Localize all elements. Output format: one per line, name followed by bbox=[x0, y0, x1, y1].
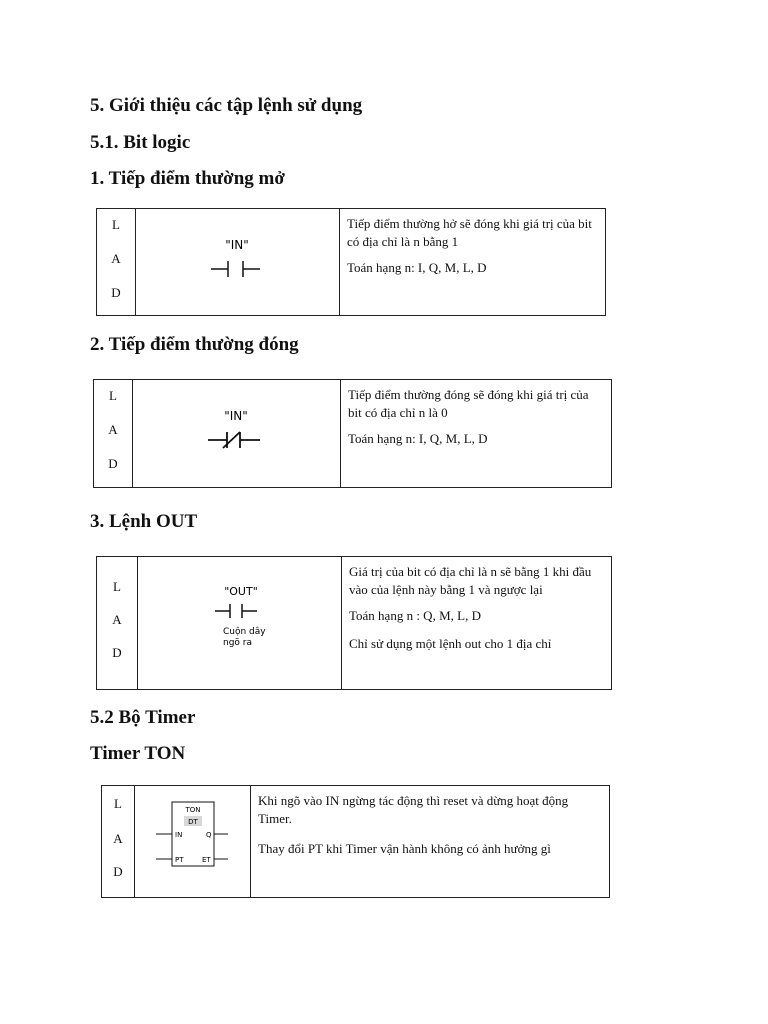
coil-icon bbox=[199, 579, 289, 659]
timer-address: DT bbox=[188, 818, 198, 826]
heading-instruction-set: 5. Giới thiệu các tập lệnh sử dụng bbox=[90, 95, 363, 116]
pin-q-label: Q bbox=[206, 831, 212, 839]
nc-contact-icon bbox=[196, 402, 276, 452]
lad-letter-l: L bbox=[114, 796, 122, 811]
description-column bbox=[341, 557, 611, 689]
heading-timer-ton: Timer TON bbox=[90, 743, 186, 764]
heading-no-contact: 1. Tiếp điểm thường mở bbox=[90, 168, 285, 189]
timer-title: TON bbox=[185, 806, 201, 814]
pin-et-label: ET bbox=[202, 856, 211, 864]
table-out bbox=[96, 556, 612, 690]
timer-block-icon bbox=[144, 796, 244, 876]
lad-column bbox=[97, 557, 138, 689]
heading-nc-contact: 2. Tiếp điểm thường đóng bbox=[90, 334, 299, 355]
lad-letter-l: L bbox=[112, 217, 120, 232]
coil-caption: ngõ ra bbox=[223, 638, 252, 648]
heading-timer: 5.2 Bộ Timer bbox=[90, 707, 196, 728]
heading-out: 3. Lệnh OUT bbox=[90, 511, 198, 532]
symbol-label: "IN" bbox=[224, 409, 248, 423]
pin-in-label: IN bbox=[175, 831, 183, 839]
lad-column bbox=[97, 209, 136, 315]
description-column bbox=[340, 380, 611, 487]
description-text: Giá trị của bit có địa chỉ là n sẽ bằng 1 khi đầu vào của lệnh này bằng 1 và ngược lại bbox=[349, 564, 592, 597]
lad-letter-a: A bbox=[111, 251, 121, 266]
symbol-column bbox=[137, 557, 342, 689]
operand-text: Toán hạng n: I, Q, M, L, D bbox=[347, 260, 487, 275]
symbol-label: "OUT" bbox=[224, 585, 258, 598]
table-no-contact bbox=[96, 208, 606, 316]
description-text: Tiếp điểm thường đóng sẽ đóng khi giá trị của bit có địa chỉ n là 0 bbox=[348, 387, 589, 420]
lad-letter-l: L bbox=[109, 388, 117, 403]
table-timer-ton bbox=[101, 785, 610, 898]
lad-column bbox=[102, 786, 135, 897]
coil-caption: Cuộn dây bbox=[223, 627, 266, 637]
operand-text: Toán hạng n : Q, M, L, D bbox=[349, 608, 481, 623]
table-nc-contact bbox=[93, 379, 612, 488]
no-contact-icon bbox=[197, 231, 277, 281]
symbol-column bbox=[134, 786, 251, 897]
operand-text: Toán hạng n: I, Q, M, L, D bbox=[348, 431, 488, 446]
lad-letter-a: A bbox=[108, 422, 118, 437]
lad-letter-a: A bbox=[113, 831, 123, 846]
lad-letter-d: D bbox=[112, 645, 122, 660]
lad-letter-d: D bbox=[108, 456, 118, 471]
lad-letter-d: D bbox=[113, 864, 123, 879]
lad-letter-l: L bbox=[113, 579, 121, 594]
lad-letter-a: A bbox=[112, 612, 122, 627]
lad-letter-d: D bbox=[111, 285, 121, 300]
note-text: Chỉ sử dụng một lệnh out cho 1 địa chỉ bbox=[349, 636, 552, 651]
heading-bit-logic: 5.1. Bit logic bbox=[90, 132, 191, 153]
symbol-column bbox=[132, 380, 341, 487]
symbol-label: "IN" bbox=[225, 238, 249, 252]
description-text: Khi ngõ vào IN ngừng tác động thì reset và dừng hoạt động Timer. bbox=[258, 793, 569, 826]
description-column bbox=[250, 786, 609, 897]
pin-pt-label: PT bbox=[175, 856, 184, 864]
note-text: Thay đổi PT khi Timer vận hành không có ảnh hưởng gì bbox=[258, 841, 551, 856]
symbol-column bbox=[135, 209, 340, 315]
lad-column bbox=[94, 380, 133, 487]
description-column bbox=[339, 209, 605, 315]
description-text: Tiếp điểm thường hở sẽ đóng khi giá trị của bit có địa chỉ là n bằng 1 bbox=[347, 216, 592, 249]
